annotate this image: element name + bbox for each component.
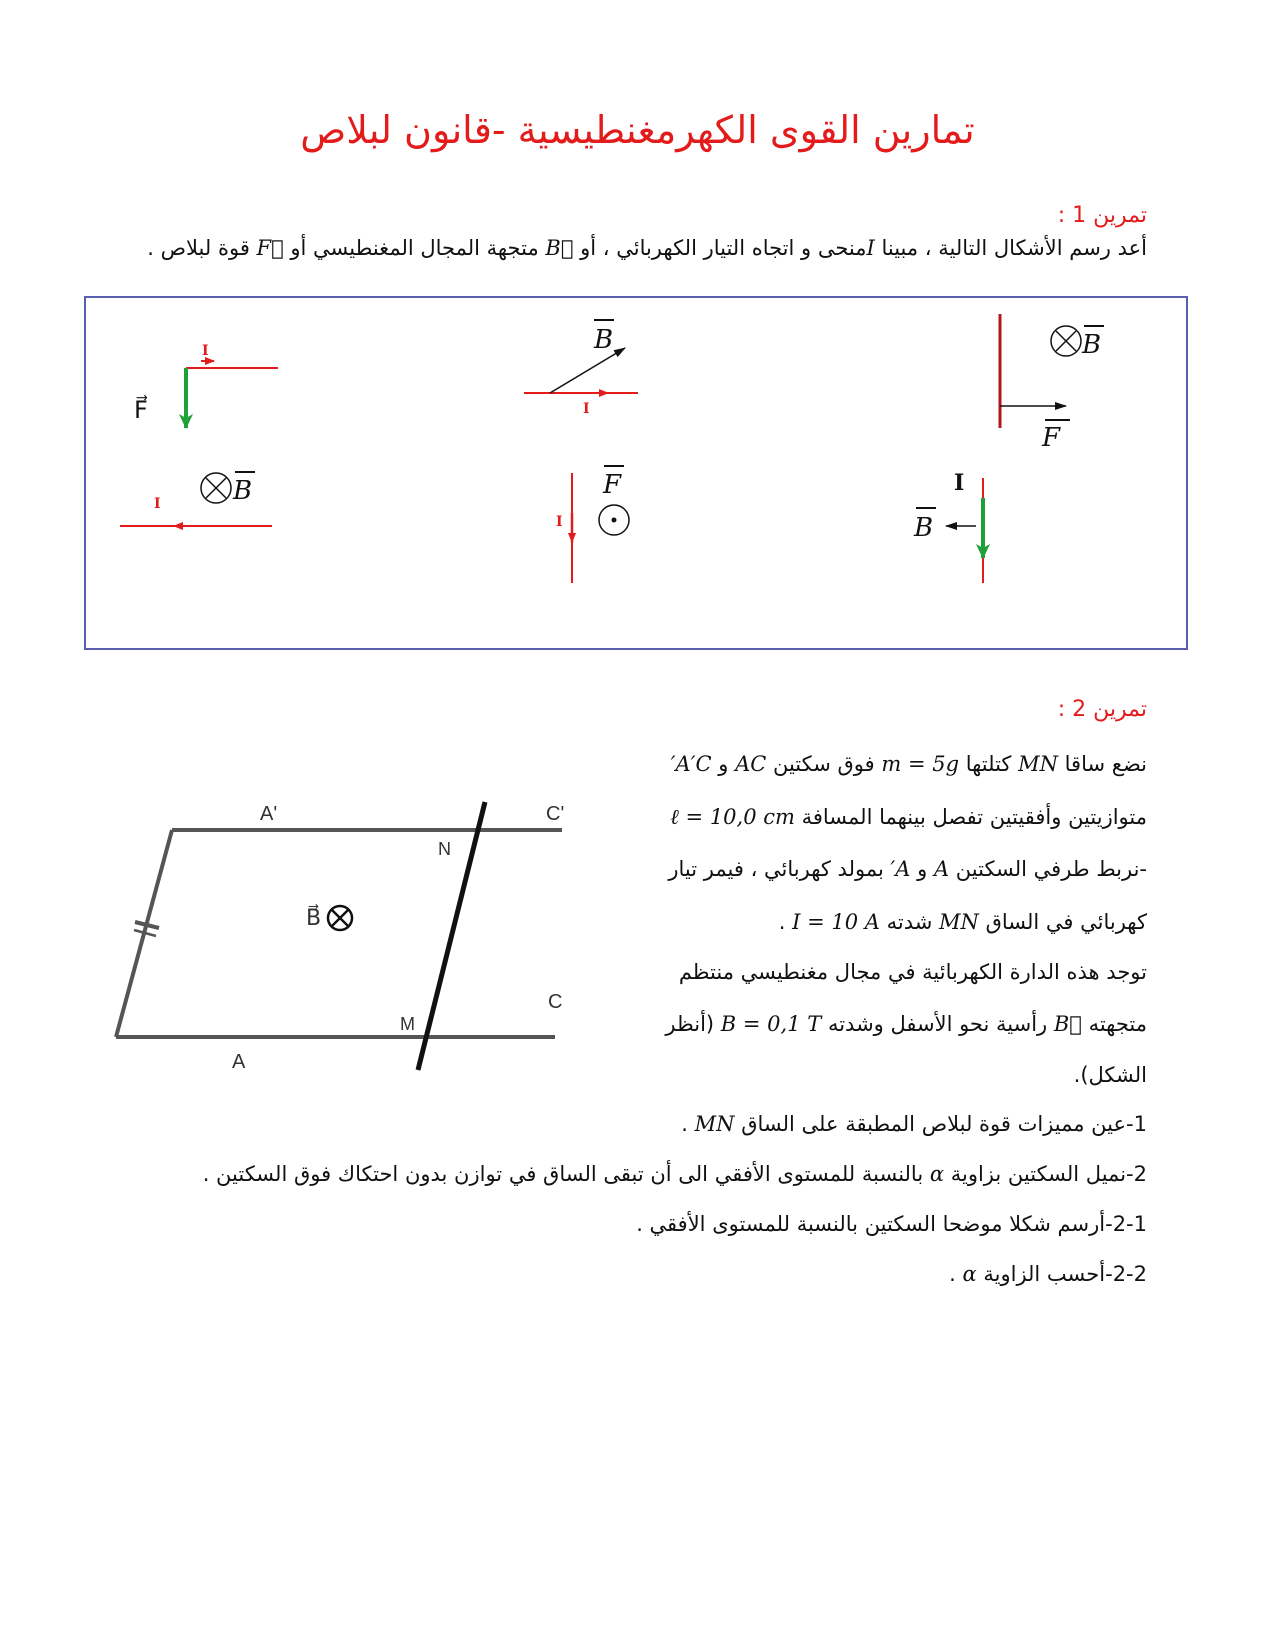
instruction-part: متجهة المجال المغنطيسي أو — [283, 236, 546, 260]
symbol-mn: MN — [939, 910, 979, 934]
instruction-part: أعد رسم الأشكال التالية ، مبينا — [874, 236, 1147, 260]
label-c: C — [548, 991, 563, 1013]
statement-line-6 — [665, 1012, 1147, 1036]
figure-1 — [134, 343, 278, 428]
field-label: B — [914, 513, 934, 543]
symbol-mn: MN — [1018, 752, 1058, 776]
question-2-2 — [949, 1262, 1147, 1286]
force-label: F — [1042, 423, 1061, 453]
field-value: B = 0,1 T — [720, 1012, 822, 1036]
symbol-alpha: α — [929, 1162, 945, 1186]
current-label: I — [556, 514, 563, 530]
current-value: I = 10 A — [792, 910, 880, 934]
text-part: 2-2-أحسب الزاوية — [976, 1262, 1147, 1286]
exercise-2-heading: تمرين 2 : — [1057, 697, 1147, 722]
field-into-page-icon — [201, 473, 231, 503]
figure-6 — [913, 470, 983, 583]
figure-3 — [1000, 314, 1104, 453]
force-label: F — [603, 470, 622, 500]
symbol-b: B⃗ — [1053, 1012, 1082, 1036]
symbol-f: F⃗ — [256, 236, 284, 260]
figure-2 — [524, 320, 638, 417]
question-2 — [203, 1162, 1147, 1186]
text-part: شدته — [879, 910, 940, 934]
text-part: كتلتها — [959, 752, 1019, 776]
length-value: ℓ = 10,0 cm — [670, 805, 795, 829]
text-part: متجهته — [1081, 1012, 1147, 1036]
text-part: كهربائي في الساق — [978, 910, 1147, 934]
statement-line-3 — [668, 857, 1147, 881]
statement-line-5: توجد هذه الدارة الكهربائية في مجال مغنطيسي منتظم — [678, 960, 1147, 984]
symbol-a: A — [933, 857, 950, 881]
statement-line-2 — [670, 805, 1147, 830]
question-1 — [681, 1112, 1147, 1136]
current-label: I — [202, 343, 209, 359]
statement-line-1 — [671, 752, 1147, 776]
field-into-page-icon — [1051, 326, 1081, 356]
symbol-apcp: A′C′ — [670, 752, 712, 776]
text-part: و — [910, 857, 934, 881]
statement-line-4 — [779, 910, 1147, 934]
current-label: I — [954, 470, 965, 496]
text-part: بمولد كهربائي ، فيمر تيار — [668, 857, 891, 881]
symbol-a-prime: A′ — [890, 857, 911, 881]
text-part: 1-عين مميزات قوة لبلاص المطبقة على الساق — [734, 1112, 1147, 1136]
figure-4 — [120, 472, 272, 526]
symbol-b: B⃗ — [545, 236, 574, 260]
instruction-part: منحى و اتجاه التيار الكهربائي ، أو — [573, 236, 867, 260]
exercise-1-heading: تمرين 1 : — [1057, 203, 1147, 228]
symbol-i: I — [866, 236, 875, 260]
text-part: (أنظر — [665, 1012, 721, 1036]
rod-mn — [418, 802, 485, 1070]
exercise-1-figures — [86, 298, 1186, 648]
text-part: 2-نميل السكتين بزاوية — [944, 1162, 1147, 1186]
symbol-ac: AC — [735, 752, 767, 776]
text-part: رأسية نحو الأسفل وشدته — [821, 1012, 1054, 1036]
label-a-prime: A' — [260, 803, 278, 825]
exercise-1-instruction — [147, 236, 1147, 260]
field-into-page-icon — [328, 906, 352, 930]
text-part: متوازيتين وأفقيتين تفصل بينهما المسافة — [794, 805, 1147, 829]
text-part: بالنسبة للمستوى الأفقي الى أن تبقى الساق في توازن بدون احتكاك فوق السكتين . — [202, 1162, 930, 1186]
field-arrow — [550, 348, 625, 393]
question-2-1: 2-1-أرسم شكلا موضحا السكتين بالنسبة للمستوى الأفقي . — [636, 1212, 1147, 1236]
instruction-part: قوة لبلاص . — [147, 236, 257, 260]
figure-5 — [556, 466, 629, 583]
symbol-mn: MN — [694, 1112, 735, 1136]
label-n: N — [438, 839, 451, 859]
force-label: F⃗ — [134, 396, 148, 424]
text-part: نضع ساقا — [1057, 752, 1147, 776]
label-b: B⃗ — [306, 905, 322, 930]
field-label: B — [594, 325, 614, 355]
text-part: فوق سكتين — [766, 752, 882, 776]
statement-line-7: الشكل). — [1073, 1063, 1147, 1087]
field-label: B — [233, 476, 253, 506]
text-part: . — [949, 1262, 963, 1286]
field-out-of-page-icon — [599, 505, 629, 535]
circuit-figure — [100, 790, 620, 1080]
field-label: B — [1082, 330, 1102, 360]
label-a: A — [232, 1051, 246, 1073]
text-part: -نربط طرفي السكتين — [949, 857, 1147, 881]
mass-value: m = 5g — [881, 752, 960, 776]
symbol-alpha: α — [962, 1262, 977, 1286]
text-part: . — [681, 1112, 695, 1136]
current-label: I — [583, 401, 590, 417]
label-m: M — [400, 1014, 415, 1034]
current-label: I — [154, 496, 161, 512]
text-part: و — [711, 752, 736, 776]
text-part: . — [778, 910, 793, 934]
label-c-prime: C' — [546, 803, 565, 825]
page-title: تمارين القوى الكهرمغنطيسية -قانون لبلاص — [300, 108, 975, 152]
exercise-1-figure-frame — [84, 296, 1188, 650]
